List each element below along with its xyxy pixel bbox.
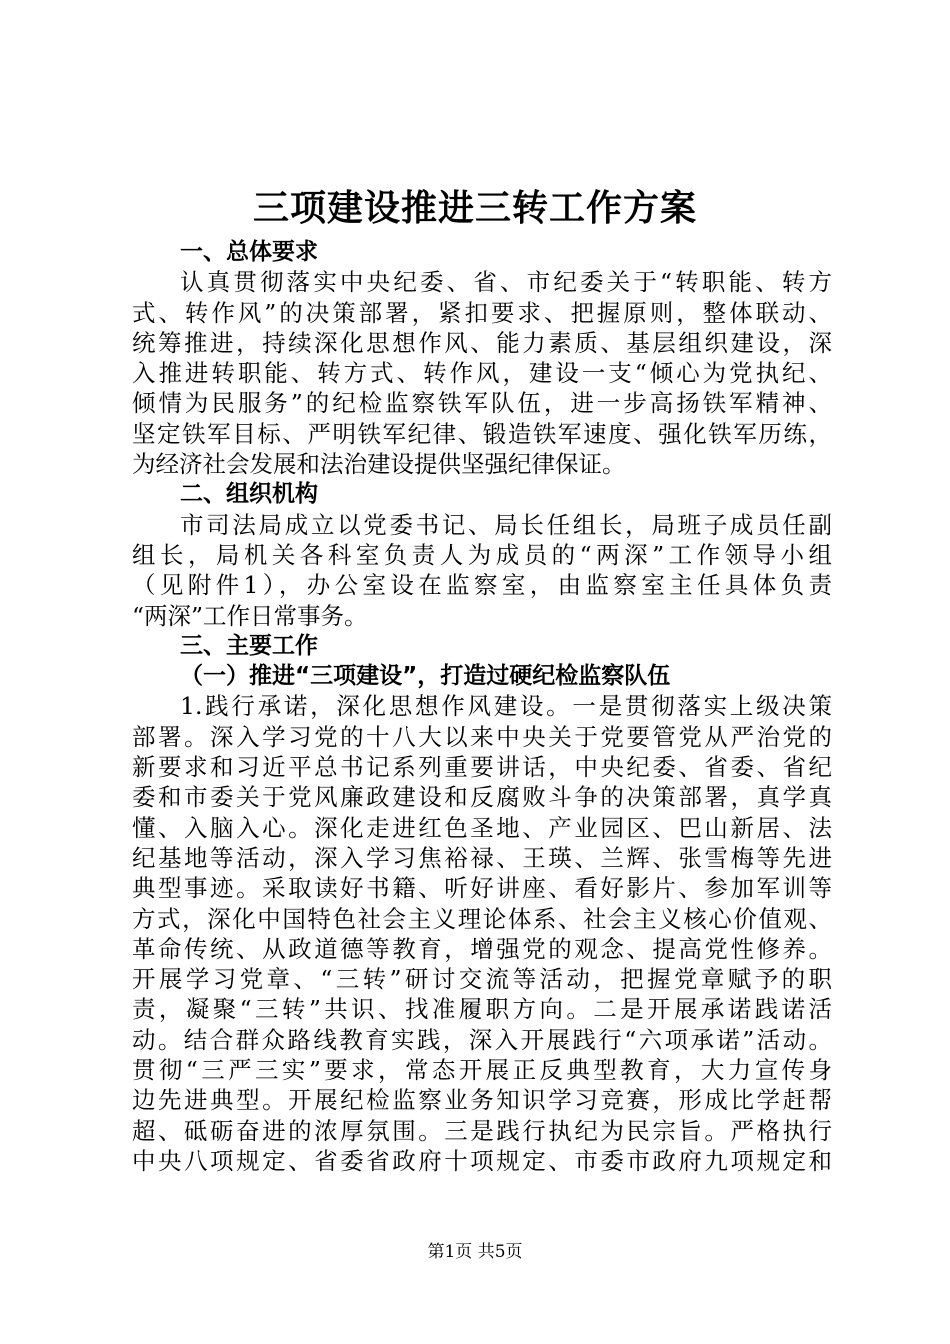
- paragraph-line: 懂、入脑入心。深化走进红色圣地、产业园区、巴山新居、法: [132, 813, 832, 842]
- paragraph-line: （见附件1），办公室设在监察室，由监察室主任具体负责: [132, 571, 832, 600]
- paragraph-line: 超、砥砺奋进的浓厚氛围。三是践行执纪为民宗旨。严格执行: [132, 1116, 832, 1145]
- paragraph-line: 式、转作风”的决策部署，紧扣要求、把握原则，整体联动、: [132, 298, 832, 327]
- paragraph-line: 委和市委关于党风廉政建设和反腐败斗争的决策部署，真学真: [132, 783, 832, 812]
- paragraph-line: 开展学习党章、“三转”研讨交流等活动，把握党章赋予的职: [132, 965, 832, 994]
- paragraph-line: 入推进转职能、转方式、转作风，建设一支“倾心为党执纪、: [132, 359, 832, 388]
- paragraph-line: 革命传统、从政道德等教育，增强党的观念、提高党性修养。: [132, 934, 832, 963]
- paragraph-line: 贯彻“三严三实”要求，常态开展正反典型教育，大力宣传身: [132, 1056, 832, 1085]
- paragraph-line: 坚定铁军目标、严明铁军纪律、锻造铁军速度、强化铁军历练，: [132, 419, 832, 448]
- section-heading: 二、组织机构: [180, 481, 318, 508]
- subsection-heading: （一）推进“三项建设”，打造过硬纪检监察队伍: [180, 663, 671, 690]
- paragraph-line: 统筹推进，持续深化思想作风、能力素质、基层组织建设，深: [132, 328, 832, 357]
- paragraph-line: 边先进典型。开展纪检监察业务知识学习竞赛，形成比学赶帮: [132, 1086, 832, 1115]
- section-heading: 三、主要工作: [180, 632, 318, 659]
- paragraph-line: 部署。深入学习党的十八大以来中央关于党要管党从严治党的: [132, 722, 832, 751]
- paragraph-first-line: 1.践行承诺，深化思想作风建设。一是贯彻落实上级决策: [180, 692, 832, 721]
- document-body: [132, 237, 832, 1176]
- paragraph-line: 动。结合群众路线教育实践，深入开展践行“六项承诺”活动。: [132, 1025, 832, 1054]
- page-footer: 第1页 共5页: [427, 1242, 523, 1262]
- paragraph-line: 倾情为民服务”的纪检监察铁军队伍，进一步高扬铁军精神、: [132, 389, 832, 418]
- paragraph-line: 责，凝聚“三转”共识、找准履职方向。二是开展承诺践诺活: [132, 995, 832, 1024]
- paragraph-first-line: 认真贯彻落实中央纪委、省、市纪委关于“转职能、转方: [180, 268, 832, 297]
- paragraph-line: 纪基地等活动，深入学习焦裕禄、王瑛、兰辉、张雪梅等先进: [132, 843, 832, 872]
- paragraph-last-line: 为经济社会发展和法治建设提供坚强纪律保证。: [132, 450, 626, 479]
- paragraph-line: 方式，深化中国特色社会主义理论体系、社会主义核心价值观、: [132, 904, 832, 933]
- paragraph-line: 新要求和习近平总书记系列重要讲话，中央纪委、省委、省纪: [132, 753, 832, 782]
- paragraph-first-line: 市司法局成立以党委书记、局长任组长，局班子成员任副: [180, 510, 832, 539]
- paragraph-line: 典型事迹。采取读好书籍、听好讲座、看好影片、参加军训等: [132, 874, 832, 903]
- document-title: 三项建设推进三转工作方案: [252, 187, 697, 229]
- paragraph-line: 中央八项规定、省委省政府十项规定、市委市政府九项规定和: [132, 1146, 832, 1175]
- paragraph-line: 组长，局机关各科室负责人为成员的“两深”工作领导小组: [132, 540, 832, 569]
- paragraph-last-line: “两深”工作日常事务。: [132, 601, 368, 630]
- section-heading: 一、总体要求: [180, 239, 318, 265]
